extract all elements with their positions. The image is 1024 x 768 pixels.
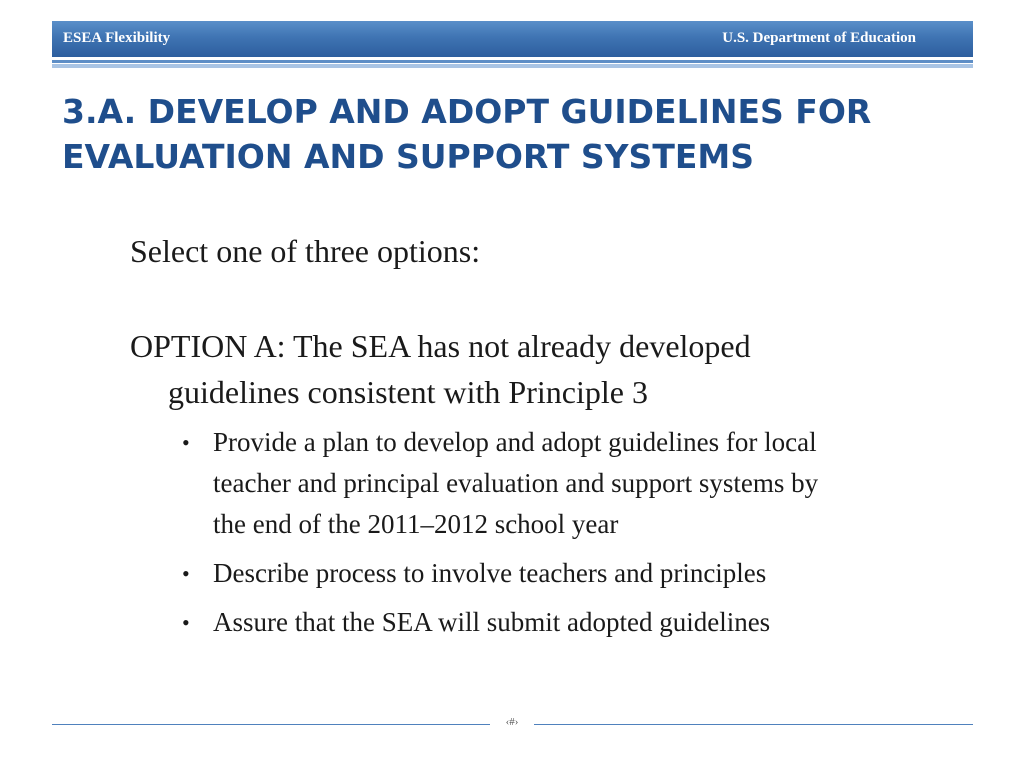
bullet-list xyxy=(182,422,972,651)
bullet-icon: • xyxy=(182,561,190,586)
bullet-item-assure xyxy=(182,602,972,643)
slide-title-line-2: EVALUATION AND SUPPORT SYSTEMS xyxy=(62,137,754,176)
bullet-icon: • xyxy=(182,610,190,635)
bullet-item-plan-line-1: Provide a plan to develop and adopt guidelines for local xyxy=(213,427,817,457)
slide-title xyxy=(62,89,962,179)
bullet-item-plan xyxy=(182,422,972,545)
bullet-icon: • xyxy=(182,430,190,455)
page-number: ‹#› xyxy=(505,716,519,728)
intro-text: Select one of three options: xyxy=(130,233,481,269)
bullet-item-assure-line-1: Assure that the SEA will submit adopted guidelines xyxy=(213,607,771,637)
footer-divider-right xyxy=(534,724,973,725)
bullet-item-process xyxy=(182,553,972,594)
header-divider-dark xyxy=(52,60,973,63)
header-divider-light xyxy=(52,64,973,68)
footer-divider-left xyxy=(52,724,490,725)
bullet-item-process-line-1: Describe process to involve teachers and principles xyxy=(213,558,767,588)
header-department-label: U.S. Department of Education xyxy=(722,30,916,46)
slide-title-line-1: 3.A. DEVELOP AND ADOPT GUIDELINES FOR xyxy=(62,92,872,131)
option-a-line-2: guidelines consistent with Principle 3 xyxy=(168,374,648,410)
header-bar xyxy=(52,21,973,57)
bullet-item-plan-line-3: the end of the 2011–2012 school year xyxy=(213,509,619,539)
option-a-text xyxy=(130,323,950,415)
option-a-line-1: OPTION A: The SEA has not already developed xyxy=(130,328,751,364)
bullet-item-plan-line-2: teacher and principal evaluation and support systems by xyxy=(213,468,819,498)
header-program-label: ESEA Flexibility xyxy=(63,30,171,46)
